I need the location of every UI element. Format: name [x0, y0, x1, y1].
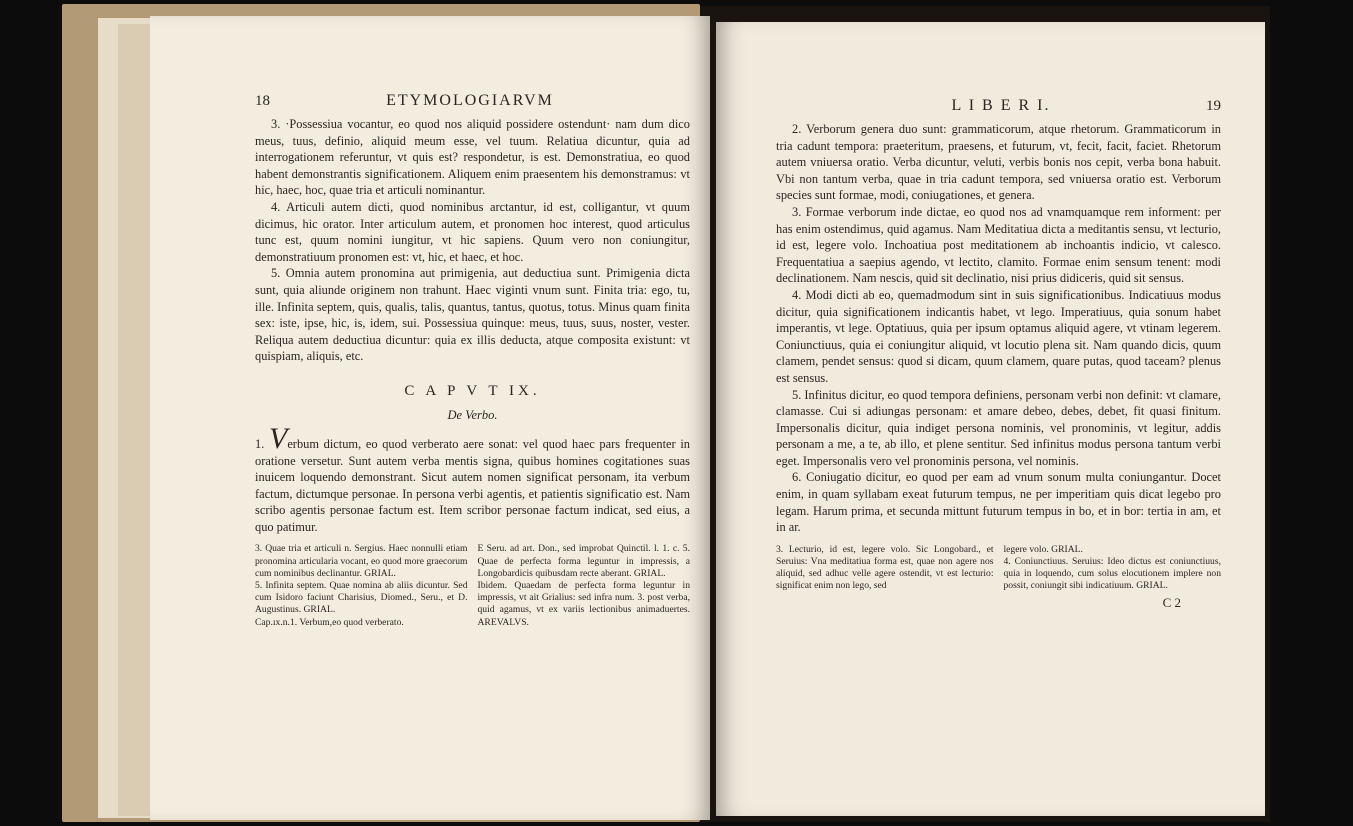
left-running-header — [255, 92, 690, 110]
chapter-heading: C A P V T IX. — [404, 382, 541, 399]
footnote: 3. Lecturio, id est, legere volo. Sic Longobard., et Seruius: Vna meditatiua forma est, quae non agere nos aliquid, sed adhuc velle agere ostendit, vt est lecturio: significat enim non lego, sed — [776, 543, 994, 592]
footnote-column — [1004, 544, 1222, 593]
chapter-number: 1. — [255, 436, 265, 451]
left-page — [150, 16, 710, 820]
left-footnotes — [255, 543, 690, 628]
chapter-paragraph — [255, 421, 690, 536]
footnote: Cap.ıx.n.1. Verbum,eo quod verberato. — [255, 616, 404, 628]
left-running-head: ETYMOLOGIARVM — [386, 92, 554, 109]
right-paragraph: 3. Formae verborum inde dictae, eo quod nos ad vnamquamque rem informent: per has enim ostendimus, quid agamus. Nam Meditatiua dicta a meditantis sensu, vt lecturio, id est, legere volo. Inchoatiua post meditationem ab inchoantis indicio, vt calesco. Frequentatiua a saepius agendo, vt lectito, clamito. Formae enim sensum tenent: modi declinationem. Nam nescis, quid sit declinatio, nisi prius didiceris, quid sit sensus. — [776, 204, 1221, 286]
right-page — [716, 22, 1265, 816]
right-running-head: L I B E R I. — [951, 97, 1051, 114]
left-page-number: 18 — [255, 93, 270, 109]
footnote: 5. Infinita septem. Quae nomina ab aliis dicuntur. Sed cum Isidoro faciunt Charisius, Diomed., Seru., et D. Augustinus. GRIAL. — [255, 580, 468, 616]
left-paragraph: 3. ·Possessiua vocantur, eo quod nos aliquid possidere ostendunt· nam dum dico meus, tuus, definio, aliquid meum esse, vel tuum. Relatiua dicuntur, quia ad interrogationem referuntur, vt quis est? respondetur, is est. Demonstratiua, eo quod habent demonstrantis significationem. Aliquem enim praesentem his demonstramus: vt hic, haec, hoc, quae tria et articuli nominantur. — [255, 117, 690, 198]
left-paragraph: 4. Articuli autem dicti, quod nominibus arctantur, id est, colligantur, vt quum dicimus, hic orator. Inter articulum autem, et pronomen hoc interest, quod articulus tunc est, quum nomini iungitur, vt hic sapiens. Quum vero non coniungitur, demonstratiuum pronomen est: vt, hic, et haec, et hoc. — [255, 199, 690, 264]
drop-letter: V — [268, 421, 288, 455]
chapter-text: erbum dictum, eo quod verberato aere sonat: vel quod haec pars frequenter in oratione versetur. Sunt autem verba mentis signa, quibus homines cogitationes suas inuicem loquendo demonstrant. Sicut autem nomen significat personam, ita verbum factum, dictumque personae. In persona verbi agentis, et patientis significatio est. Nam scribo agentis personae factum est. Item scribor personae factum indicat, sed eius, a quo patimur. — [255, 436, 690, 534]
footnote-column — [255, 543, 468, 628]
footnote: Ibidem. Quaedam de perfecta forma leguntur in impressis, vt ait Grialius: sed infra num. 3. post verba, quid agamus, vt ex variis lectionibus animaduertes. AREVALVS. — [477, 580, 690, 628]
right-page-number: 19 — [1205, 98, 1221, 114]
footnote-column — [776, 544, 994, 593]
left-paragraph: 5. Omnia autem pronomina aut primigenia, aut deductiua sunt. Primigenia dicta sunt, quia aliunde originem non trahunt. Haec viginti vnum sunt. Finita tria: ego, tu, ille. Infinita septem, quis, qualis, talis, quantus, tantus, quotus, totus. Minus quam finita sex: iste, ipse, hic, is, idem, sui. Possessiua quinque: meus, tuus, suus, noster, vester. Reliqua autem deductiua dicuntur: quia ex illis deducta, atque composita existunt: vt quispiam, aliquis, etc. — [255, 266, 690, 364]
footnote: 3. Quae tria et articuli n. Sergius. Haec nonnulli etiam pronomina articularia vocant, eo quod more graecorum cum nominibus declinantur. GRIAL. — [255, 543, 468, 579]
right-paragraph: 5. Infinitus dicitur, eo quod tempora definiens, personam verbi non definit: vt clamare, clamasse. Cui si adiungas personam: et amare debeo, debes, debet, fit quasi finitum. Impersonalis dicitur, quia indiget persona nominis, vel pronominis, vt legitur, addis personam a me, a te, ab illo, et plene sentitur. Sed infinitus modus persona tantum verbi eget. Impersonalis vero vel pronominis persona, vel nominis. — [776, 387, 1221, 468]
footnote-column — [478, 543, 691, 628]
signature-mark: C 2 — [1162, 594, 1181, 610]
right-footnotes — [776, 544, 1221, 593]
right-paragraph: 6. Coniugatio dicitur, eo quod per eam ad vnum sonum multa coniungantur. Docet enim, in quam syllabam exeat futurum tempus, ne per imperitiam quis dicat legebo pro legam. Harum prima, et secunda mittunt futurum tempus in bo, et in bor: tertia in am, et in ar. — [776, 470, 1221, 535]
page-edges-inner — [118, 24, 154, 816]
right-paragraph: 4. Modi dicti ab eo, quemadmodum sint in suis significationibus. Indicatiuus modus dicitur, quia significationem indicantis habet, vt lego. Imperatiuus, quia sonum habet imperantis, vt lege. Optatiuus, quia per ipsum optamus aliquid agere, vt vtinam legerem. Coniunctiuus, quia ei coniungitur aliquid, vt locutio plena sit. Nam quando dicis, quum clamem, pendet sensus: quod si dicam, quum clamem, quare putas, quod taceam? plenus est sensus. — [776, 287, 1221, 385]
chapter-title: De Verbo. — [447, 407, 498, 422]
right-running-header — [776, 97, 1221, 115]
footnote: 4. Coniunctiuus. Seruius: Ideo dictus est coniunctiuus, quia in loquendo, cum solus elocutionem implere non possit, coniungit sibi indicatiuum. GRIAL. — [1003, 556, 1221, 592]
right-paragraph: 2. Verborum genera duo sunt: grammaticorum, atque rhetorum. Grammaticorum in tria cadunt tempora: praeteritum, praesens, et futurum, vt, fecit, facit, faciet. Rhetorum autem vniuersa oratio. Verba dicuntur, veluti, verbis bonis nos cepit, verba bona habuit. Vbi non tantum verba, quae in tria cadunt tempora, sed vniuersa oratio est. Verborum species sunt formae, modi, coniugationes, et genera. — [776, 122, 1221, 203]
footnote: E Seru. ad art. Don., sed improbat Quinctil. l. 1. c. 5. Quae de perfecta forma leguntur in impressis, a Longobardicis quibusdam recte aberant. GRIAL. — [477, 543, 690, 579]
footnote: legere volo. GRIAL. — [1003, 543, 1083, 555]
